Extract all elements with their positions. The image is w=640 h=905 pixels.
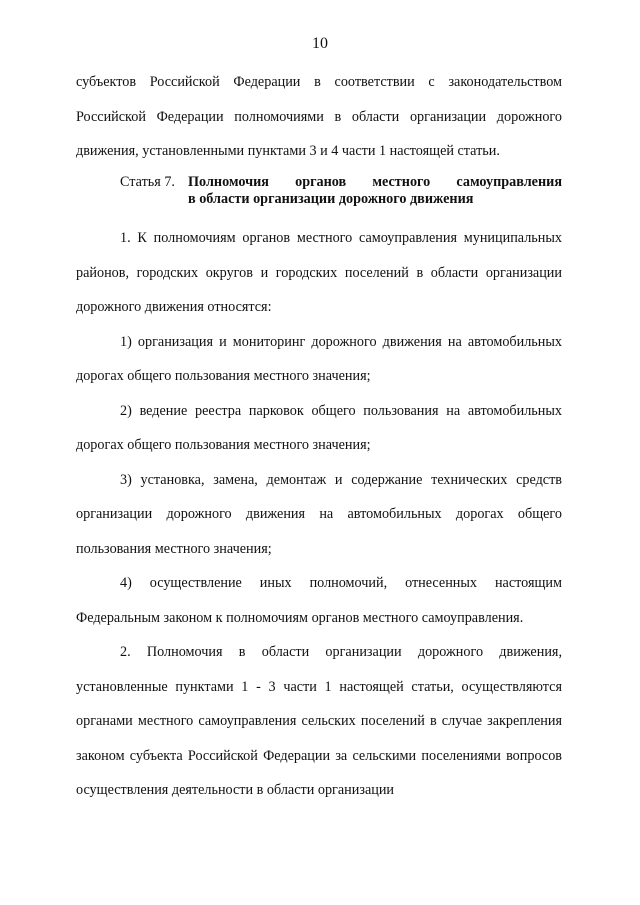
article-title-line-1: Полномочия органов местного самоуправления [188, 174, 562, 190]
article-title [188, 174, 562, 208]
continuation-block [76, 65, 562, 169]
paragraph-1-item-1: 1) организация и мониторинг дорожного движения на автомобильных дорогах общего пользования местного значения; [76, 333, 562, 384]
paragraph-2: 2. Полномочия в области организации дорожного движения, установленные пунктами 1 - 3 части 1 настоящей статьи, осуществляются органами местного самоуправления сельских поселений в случае закрепления законом субъекта Российской Федерации за сельскими поселениями вопросов осуществления деятельности в области организации [76, 644, 562, 798]
page-number: 10 [312, 35, 328, 52]
article-number: Статья 7. [120, 174, 175, 190]
article-heading [76, 174, 562, 208]
continuation-paragraph: субъектов Российской Федерации в соответствии с законодательством Российской Федерации полномочиями в области организации дорожного движения, установленными пунктами 3 и 4 части 1 настоящей статьи. [76, 74, 562, 159]
paragraph-1-item-3: 3) установка, замена, демонтаж и содержание технических средств организации дорожного движения на автомобильных дорогах общего пользования местного значения; [76, 471, 562, 557]
article-title-line-2: в области организации дорожного движения [188, 191, 474, 207]
paragraph-1-item-4: 4) осуществление иных полномочий, отнесенных настоящим Федеральным законом к полномочиям органов местного самоуправления. [76, 575, 562, 626]
paragraph-1: 1. К полномочиям органов местного самоуправления муниципальных районов, городских округов и городских поселений в области организации дорожного движения относятся: [76, 230, 562, 315]
article-body [76, 221, 562, 808]
paragraph-1-item-2: 2) ведение реестра парковок общего пользования на автомобильных дорогах общего пользования местного значения; [76, 402, 562, 453]
